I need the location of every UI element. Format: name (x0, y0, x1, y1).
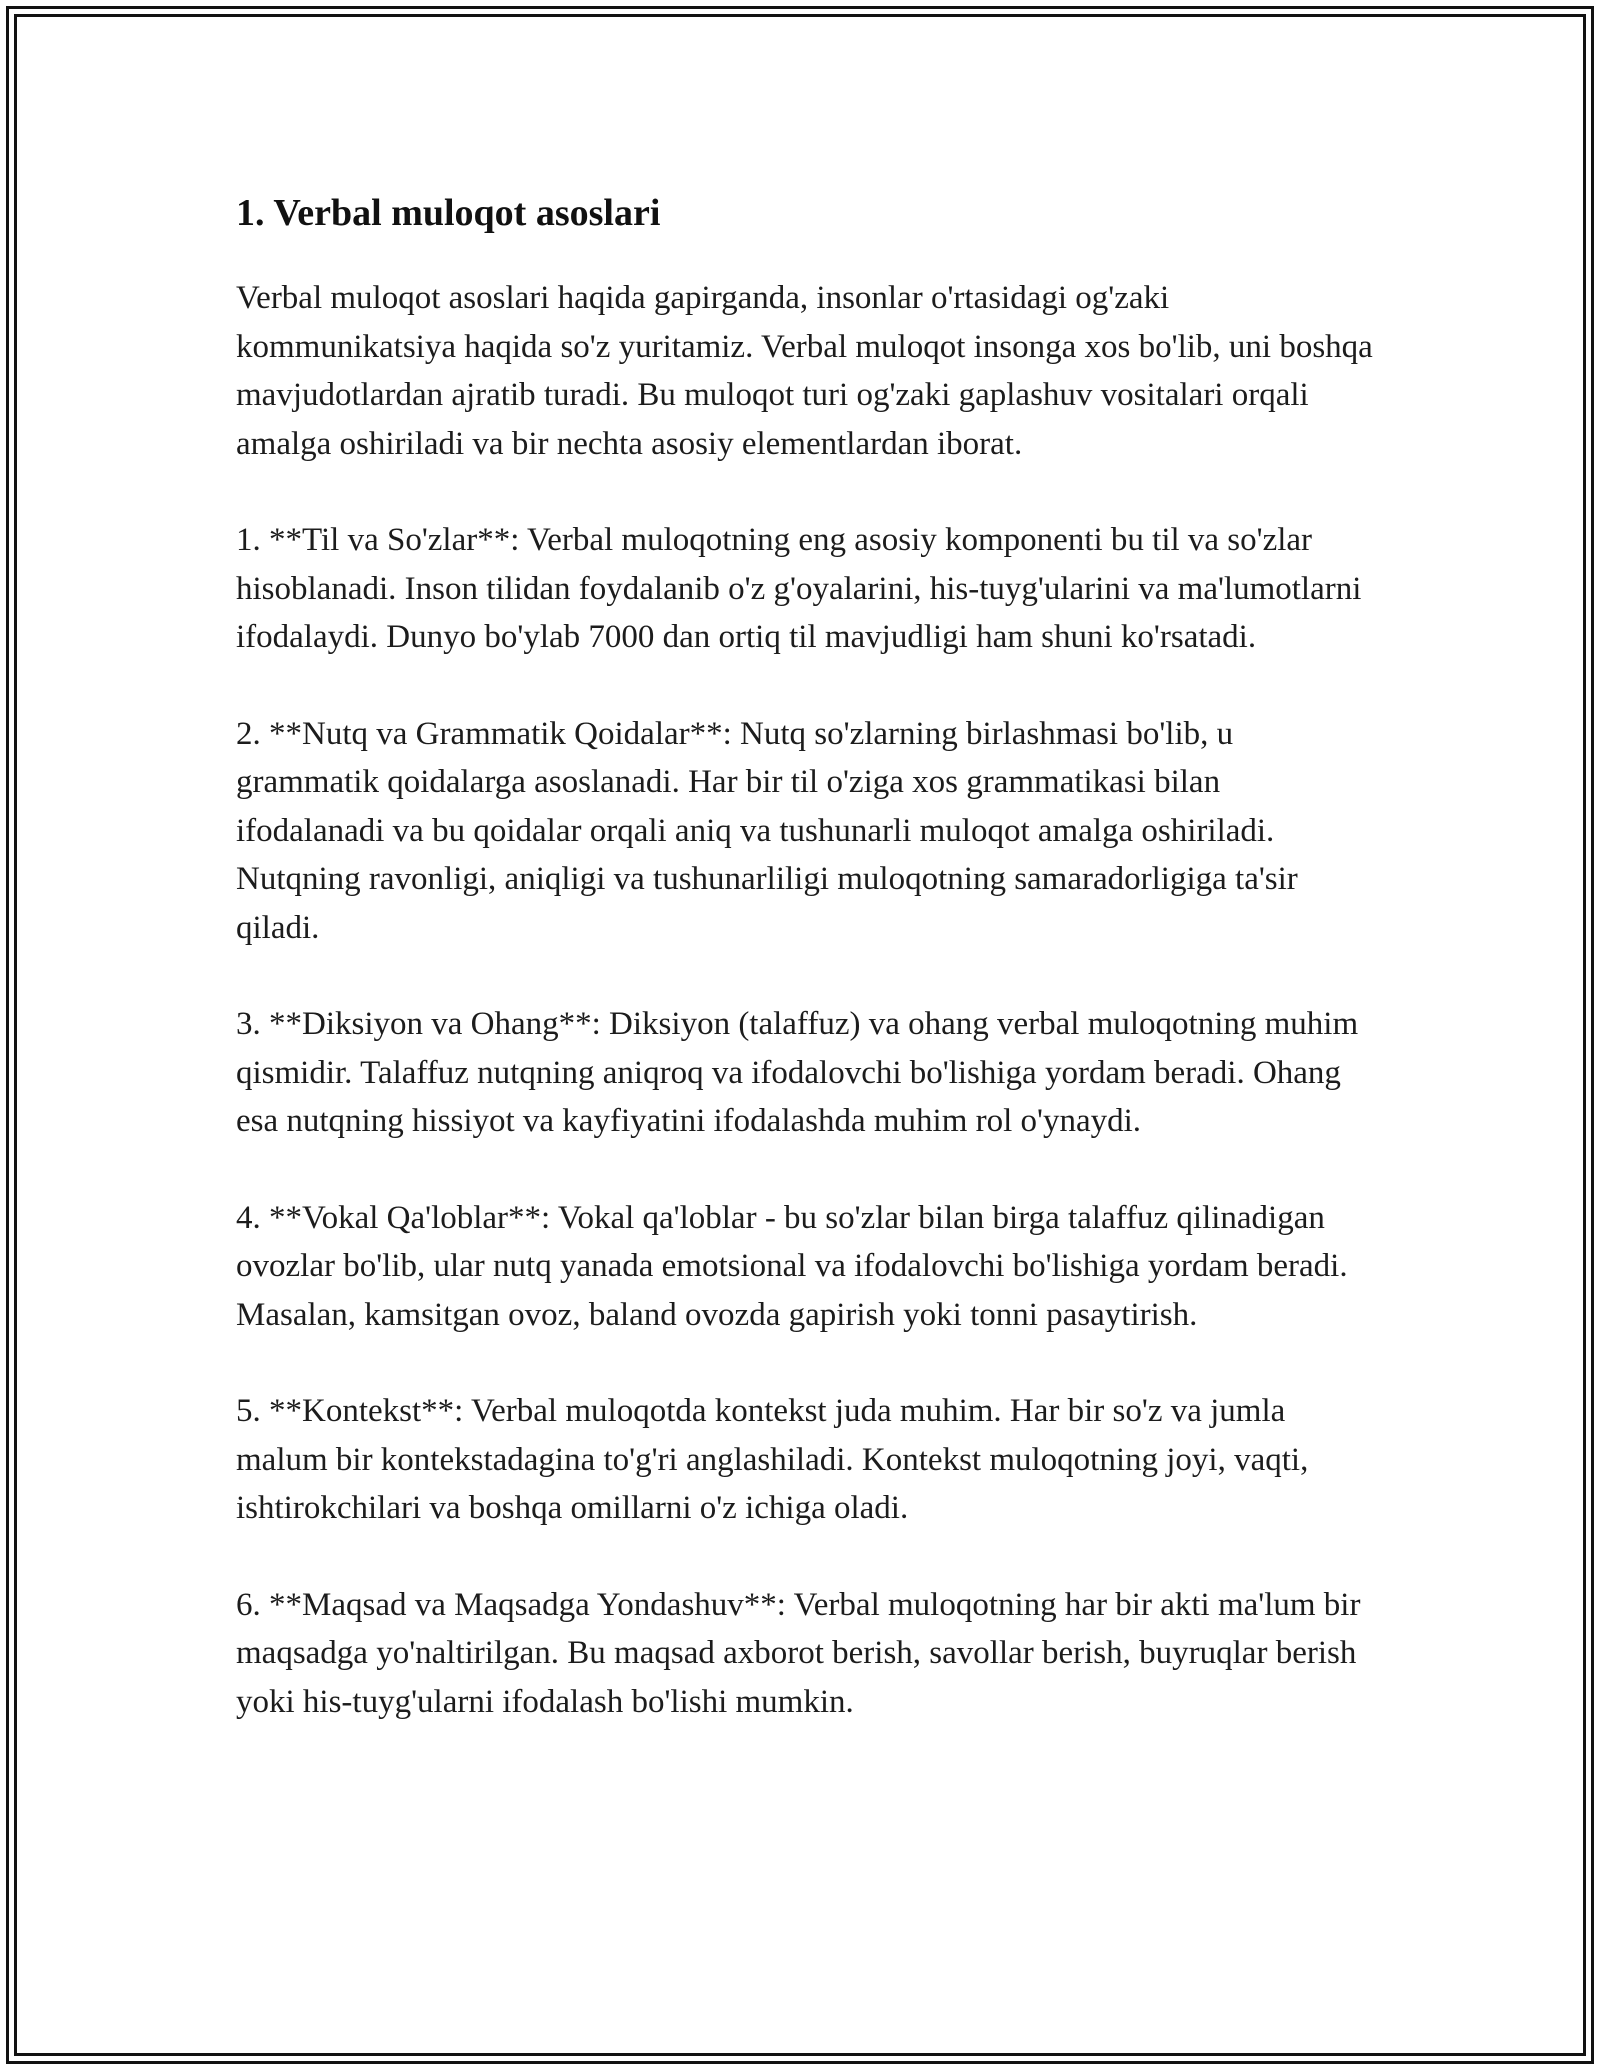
paragraph-nutq-va-grammatik-qoidalar: 2. **Nutq va Grammatik Qoidalar**: Nutq so'zlarning birlashmasi bo'lib, u grammatik qoidalarga asoslanadi. Har bir til o'ziga xos grammatikasi bilan ifodalanadi va bu qoidalar orqali aniq va tushunarli muloqot amalga oshiriladi. Nutqning ravonligi, aniqligi va tushunarliligi muloqotning samaradorligiga ta'sir qiladi. (236, 715, 1298, 946)
section-heading: 1. Verbal muloqot asoslari (236, 192, 661, 234)
paragraph-maqsad: 6. **Maqsad va Maqsadga Yondashuv**: Verbal muloqotning har bir akti ma'lum bir maqsadga yo'naltirilgan. Bu maqsad axborot berish, savollar berish, buyruqlar berish yoki his-tuyg'ularni ifodalash bo'lishi mumkin. (236, 1586, 1361, 1720)
paragraph-diksiyon-va-ohang: 3. **Diksiyon va Ohang**: Diksiyon (talaffuz) va ohang verbal muloqotning muhim qismidir. Talaffuz nutqning aniqroq va ifodalovchi bo'lishiga yordam beradi. Ohang esa nutqning hissiyot va kayfiyatini ifodalashda muhim rol o'ynaydi. (236, 1006, 1359, 1139)
intro-paragraph: Verbal muloqot asoslari haqida gapirganda, insonlar o'rtasidagi og'zaki kommunikatsiya haqida so'z yuritamiz. Verbal muloqot insonga xos bo'lib, uni boshqa mavjudotlardan ajratib turadi. Bu muloqot turi og'zaki gaplashuv vositalari orqali amalga oshiriladi va bir nechta asosiy elementlardan iborat. (236, 280, 1373, 462)
document-body (236, 188, 1376, 1774)
paragraph-vokal-qaloblar: 4. **Vokal Qa'loblar**: Vokal qa'loblar - bu so'zlar bilan birga talaffuz qilinadigan ovozlar bo'lib, ular nutq yanada emotsional va ifodalovchi bo'lishiga yordam beradi. Masalan, kamsitgan ovoz, baland ovozda gapirish yoki tonni pasaytirish. (236, 1199, 1348, 1333)
paragraph-til-va-sozlar: 1. **Til va So'zlar**: Verbal muloqotning eng asosiy komponenti bu til va so'zlar hisoblanadi. Inson tilidan foydalanib o'z g'oyalarini, his-tuyg'ularini va ma'lumotlarni ifodalaydi. Dunyo bo'ylab 7000 dan ortiq til mavjudligi ham shuni ko'rsatadi. (236, 522, 1362, 655)
paragraph-kontekst: 5. **Kontekst**: Verbal muloqotda kontekst juda muhim. Har bir so'z va jumla malum bir kontekstadagina to'g'ri anglashiladi. Kontekst muloqotning joyi, vaqti, ishtirokchilari va boshqa omillarni o'z ichiga oladi. (236, 1393, 1309, 1526)
